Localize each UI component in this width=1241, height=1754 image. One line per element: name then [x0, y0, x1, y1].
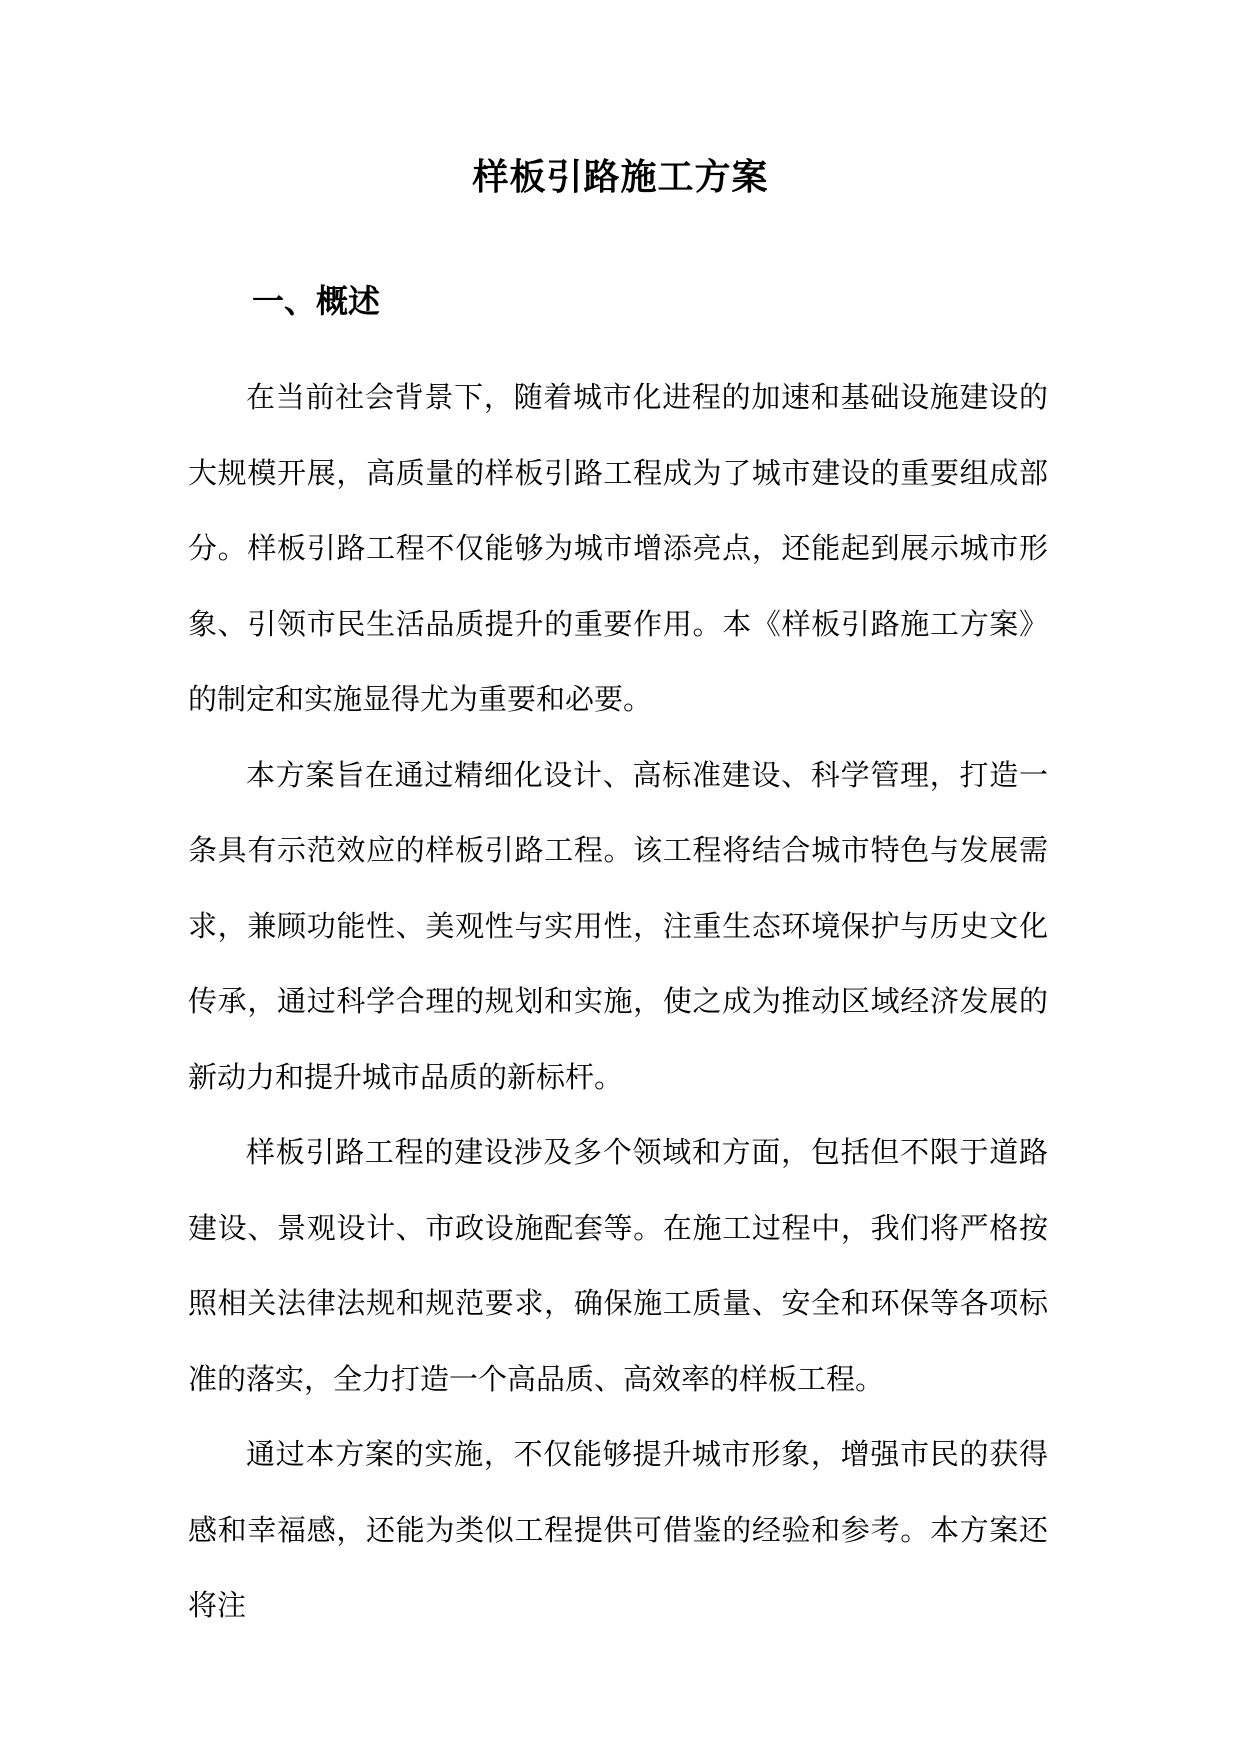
- section-heading: 一、概述: [252, 282, 381, 320]
- paragraph-1: 在当前社会背景下，随着城市化进程的加速和基础设施建设的大规模开展，高质量的样板引路工程成为了城市建设的重要组成部分。样板引路工程不仅能够为城市增添亮点，还能起到展示城市形象、引领市民生活品质提升的重要作用。本《样板引路施工方案》的制定和实施显得尤为重要和必要。: [188, 380, 1048, 716]
- paragraph-4: 通过本方案的实施，不仅能够提升城市形象，增强市民的获得感和幸福感，还能为类似工程提供可借鉴的经验和参考。本方案还将注: [188, 1437, 1048, 1622]
- paragraph-2: 本方案旨在通过精细化设计、高标准建设、科学管理，打造一条具有示范效应的样板引路工程。该工程将结合城市特色与发展需求，兼顾功能性、美观性与实用性，注重生态环境保护与历史文化传承，通过科学合理的规划和实施，使之成为推动区域经济发展的新动力和提升城市品质的新标杆。: [188, 757, 1048, 1094]
- document-title: 样板引路施工方案: [472, 157, 769, 198]
- body-text: [188, 360, 1048, 1644]
- paragraph-3: 样板引路工程的建设涉及多个领域和方面，包括但不限于道路建设、景观设计、市政设施配套等。在施工过程中，我们将严格按照相关法律法规和规范要求，确保施工质量、安全和环保等各项标准的落实，全力打造一个高品质、高效率的样板工程。: [188, 1135, 1048, 1396]
